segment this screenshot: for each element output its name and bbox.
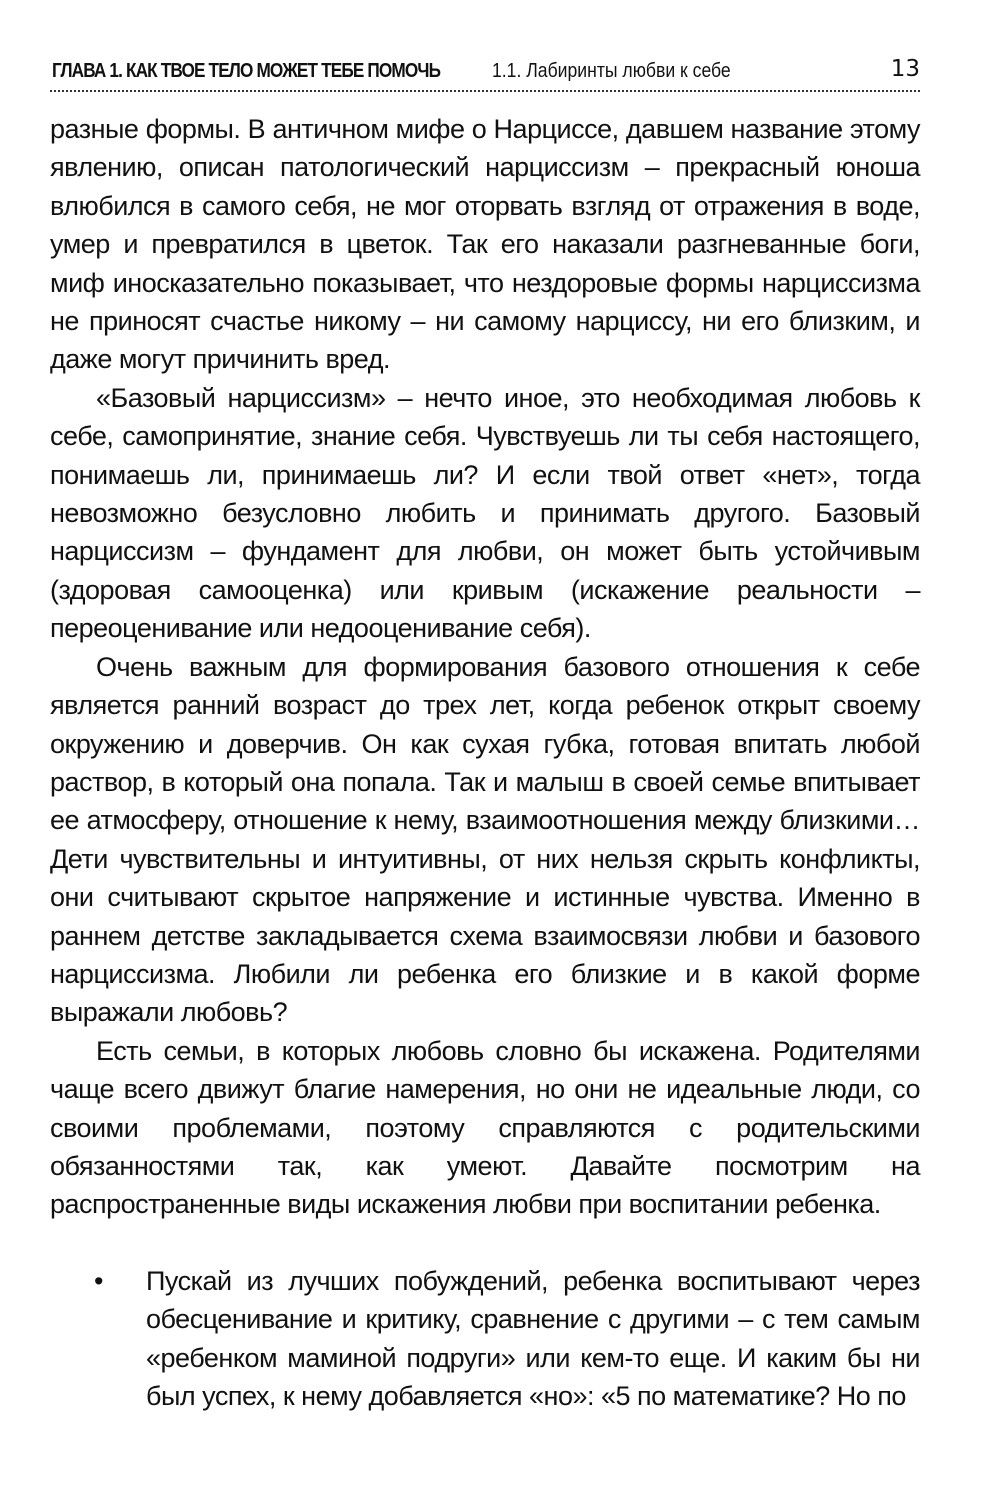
- bullet-dot-icon: •: [94, 1265, 103, 1296]
- running-header: [50, 50, 920, 92]
- section-title: 1.1. Лабиринты любви к себе: [492, 60, 731, 82]
- paragraph-basic-narcissism: «Базовый нарциссизм» – нечто иное, это необходимая любовь к себе, самопринятие, знание себя. Чувствуешь ли ты себя настоящего, понимаешь ли, принимаешь ли? И если твой ответ «нет», тогда невозможно безусловно любить и принимать другого. Базовый нарциссизм – фундамент для любви, он может быть устойчивым (здоровая самооценка) или кривым (искажение реальности – переоценивание или недооценивание себя).: [50, 382, 920, 644]
- chapter-title: ГЛАВА 1. КАК ТВОЕ ТЕЛО МОЖЕТ ТЕБЕ ПОМОЧЬ: [52, 60, 441, 82]
- paragraph-distorted-love: Есть семьи, в которых любовь словно бы искажена. Родителями чаще всего движут благие намерения, но они не идеальные люди, со своими проблемами, поэтому справляются с родительскими обязанностями так, как умеют. Давайте посмотрим на распространенные виды искажения любви при воспитании ребенка.: [50, 1035, 920, 1220]
- spacer: [50, 1224, 920, 1262]
- page-number: 13: [890, 56, 920, 82]
- book-page: [50, 50, 920, 1415]
- paragraph-continued: разные формы. В античном мифе о Нарциссе, давшем название этому явлению, описан патологический нарциссизм – прекрасный юноша влюбился в самого себя, не мог оторвать взгляд от отражения в воде, умер и превратился в цветок. Так его наказали разгневанные боги, миф иносказательно показывает, что нездоровые формы нарциссизма не приносят счастье никому – ни самому нарциссу, ни его близким, и даже могут причинить вред.: [50, 114, 920, 375]
- bullet-text: Пускай из лучших побуждений, ребенка воспитывают через обесценивание и критику, сравнение с другими – с тем самым «ребенком маминой подруги» или кем-то еще. И каким бы ни был успех, к нему добавляется «но»: «5 по математике? Но по: [146, 1265, 920, 1411]
- body-text: [50, 110, 920, 1415]
- paragraph-early-age: Очень важным для формирования базового отношения к себе является ранний возраст до трех лет, когда ребенок открыт своему окружению и доверчив. Он как сухая губка, готовая впитать любой раствор, в который она попала. Так и малыш в своей семье впитывает ее атмосферу, отношение к нему, взаимоотношения между близкими… Дети чувствительны и интуитивны, от них нельзя скрыть конфликты, они считывают скрытое напряжение и истинные чувства. Именно в раннем детстве закладывается схема взаимосвязи любви и базового нарциссизма. Любили ли ребенка его близкие и в какой форме выражали любовь?: [50, 651, 920, 1028]
- bullet-item: [50, 1262, 920, 1416]
